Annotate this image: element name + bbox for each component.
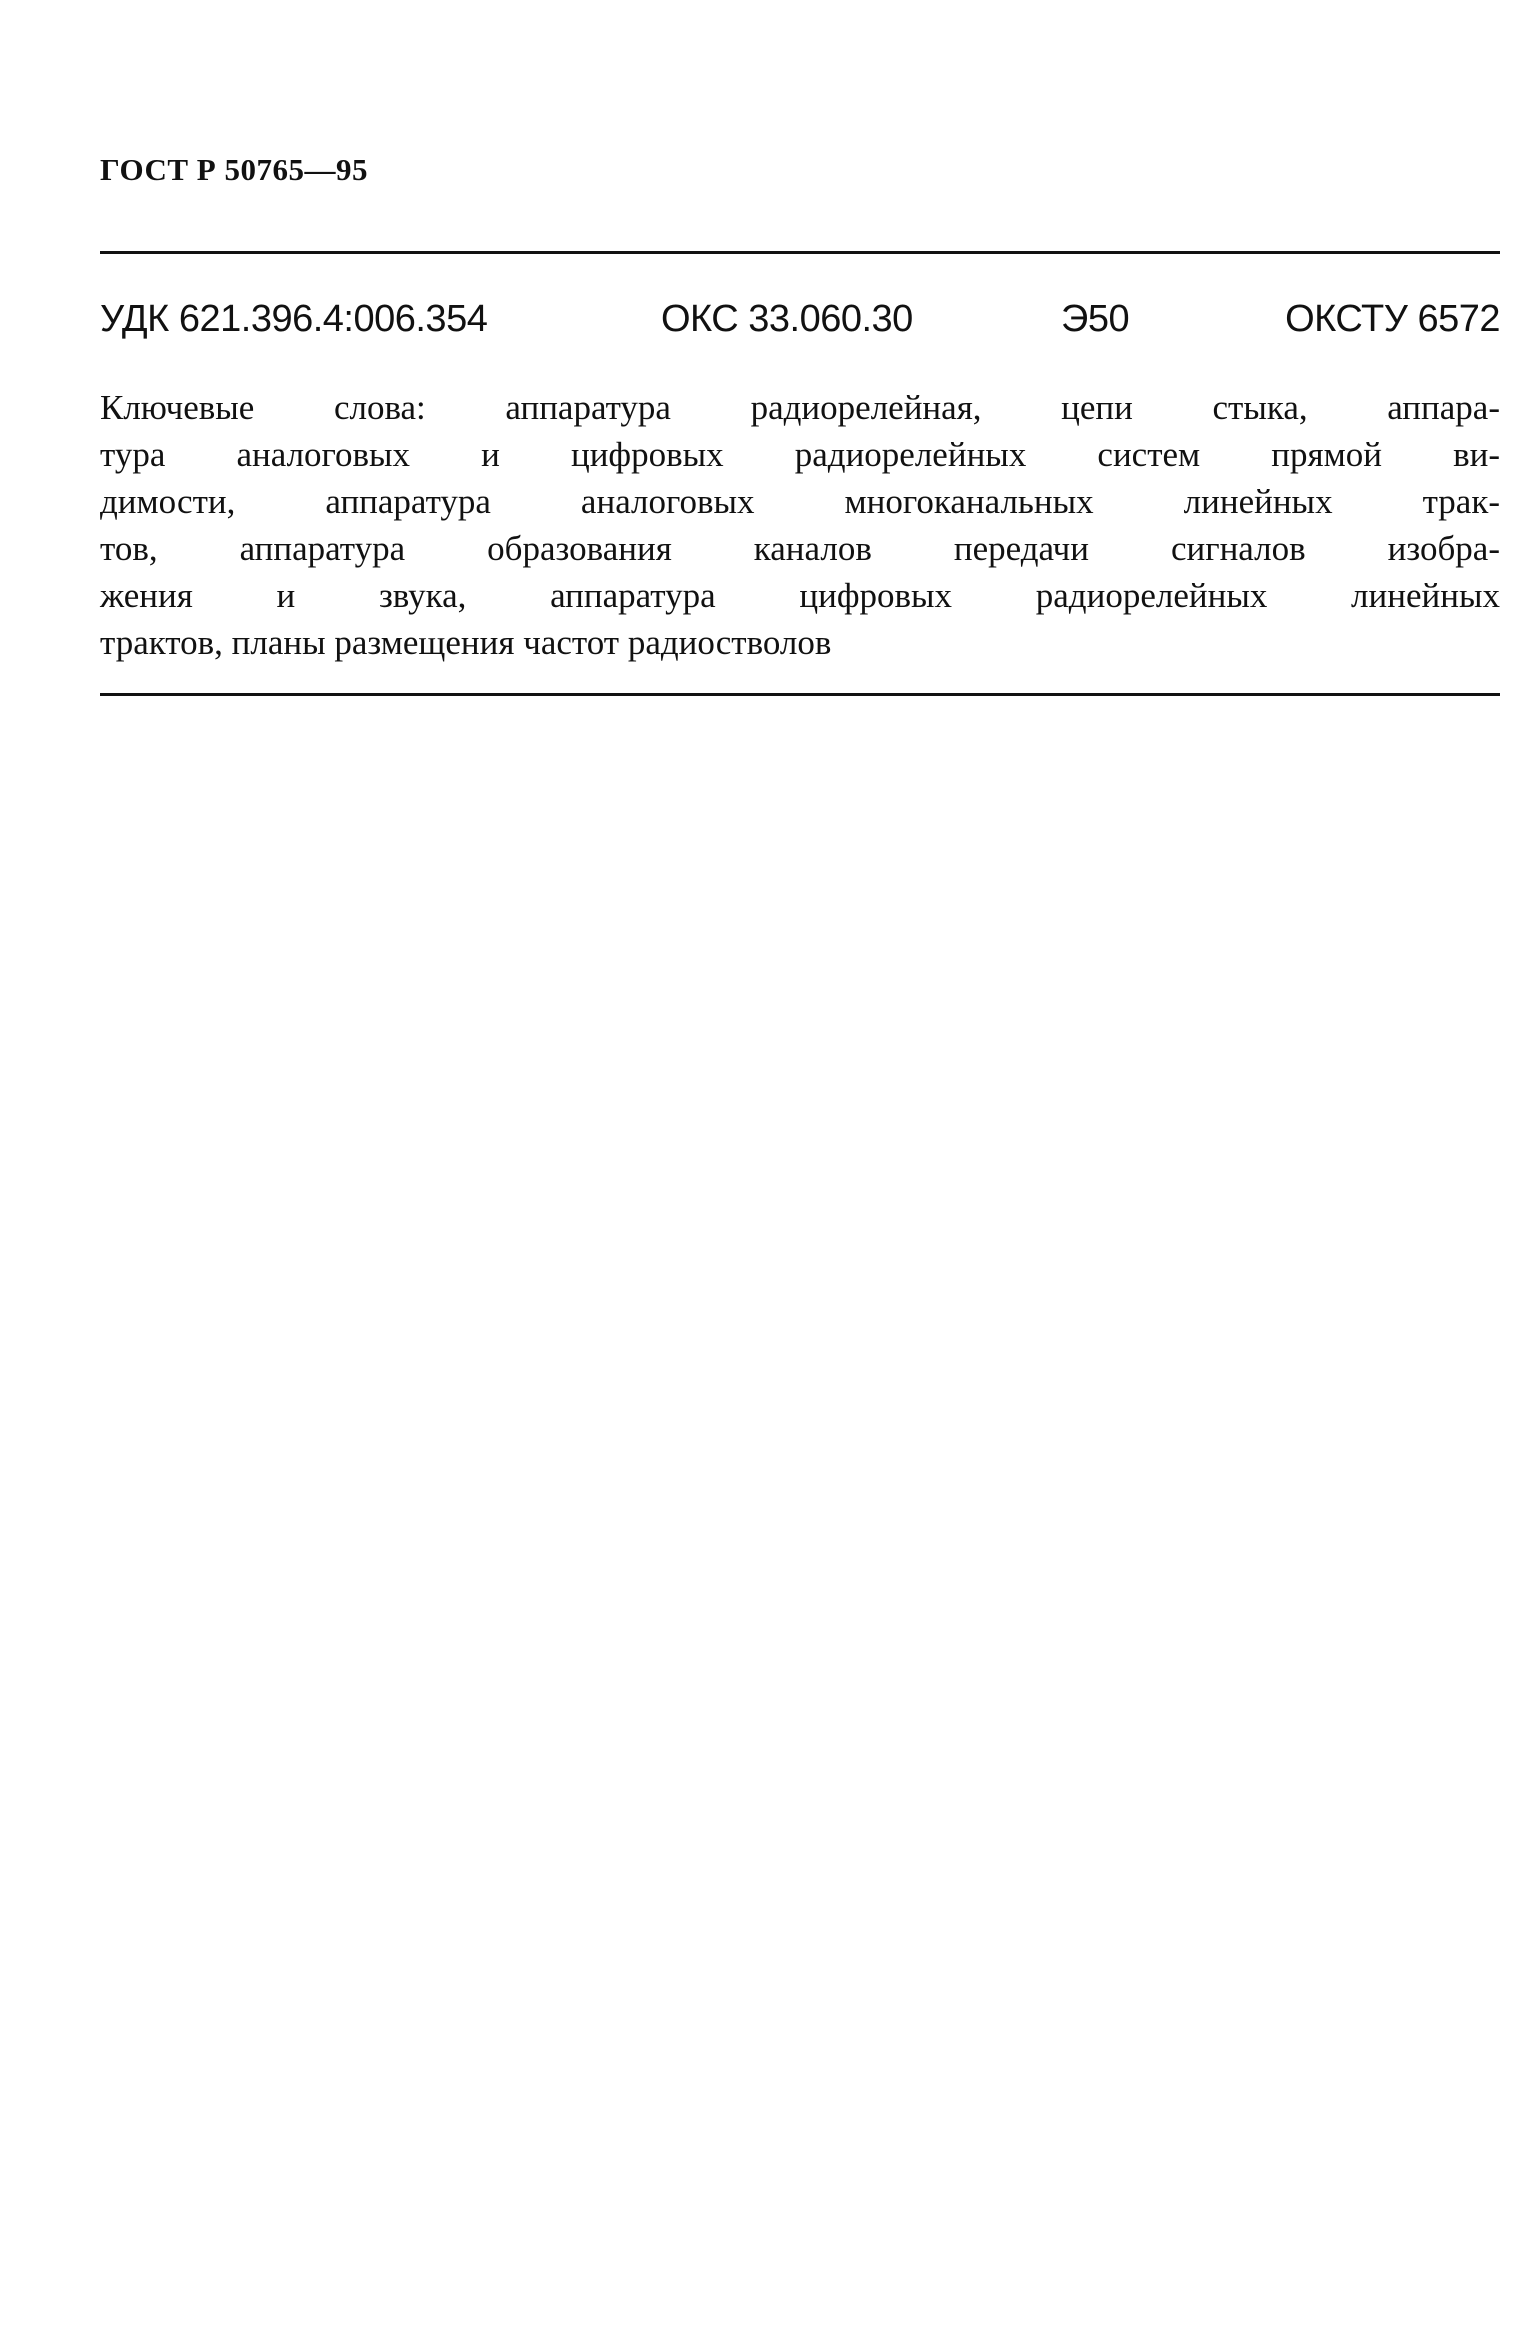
top-divider — [100, 251, 1500, 254]
oks-code: ОКС 33.060.30 — [661, 298, 913, 340]
document-header: ГОСТ Р 50765—95 — [100, 152, 368, 187]
udk-code: УДК 621.396.4:006.354 — [100, 298, 488, 340]
bottom-divider — [100, 693, 1500, 696]
keywords-line: тура аналоговых и цифровых радиорелейных систем прямой ви- — [100, 435, 1500, 474]
keywords-line: димости, аппаратура аналоговых многоканальных линейных трак- — [100, 482, 1500, 521]
keywords-line: жения и звука, аппаратура цифровых радиорелейных линейных — [100, 576, 1500, 615]
e-code: Э50 — [1061, 298, 1130, 340]
keywords-paragraph — [100, 384, 1500, 666]
keywords-line: трактов, планы размещения частот радиостволов — [100, 623, 832, 662]
keywords-line: тов, аппаратура образования каналов передачи сигналов изобра- — [100, 529, 1500, 568]
okstu-code: ОКСТУ 6572 — [1285, 298, 1500, 340]
classification-codes — [100, 298, 1500, 348]
keywords-line: Ключевые слова: аппаратура радиорелейная, цепи стыка, аппара- — [100, 388, 1500, 427]
